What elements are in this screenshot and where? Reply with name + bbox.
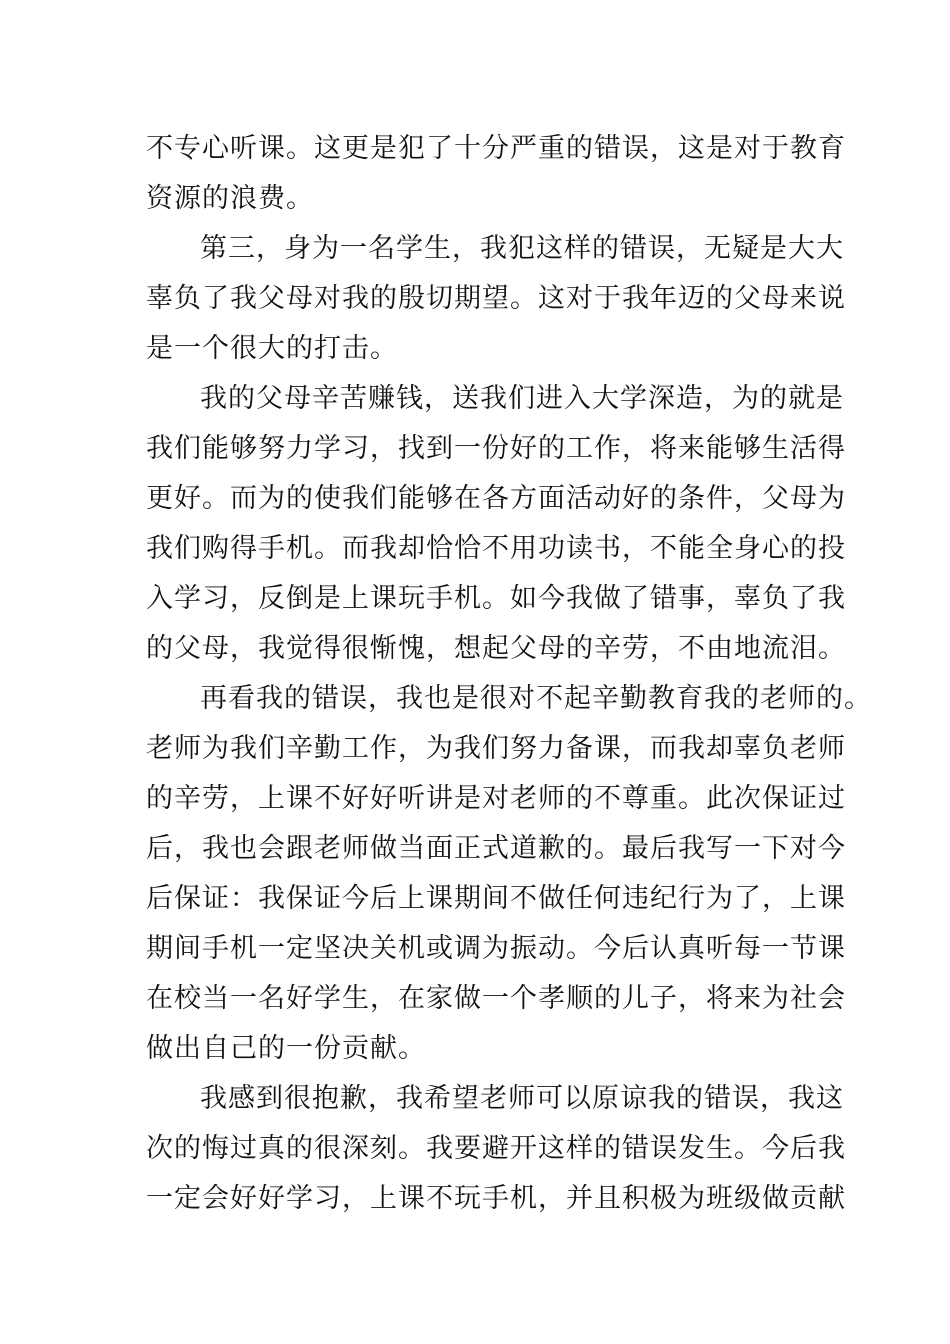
text-line: 做出自己的一份贡献。 xyxy=(146,1033,426,1064)
text-line: 我们购得手机。而我却恰恰不用功读书，不能全身心的投 xyxy=(146,533,846,564)
text-line: 的辛劳，上课不好好听讲是对老师的不尊重。此次保证过 xyxy=(146,783,846,814)
text-line: 辜负了我父母对我的殷切期望。这对于我年迈的父母来说 xyxy=(146,283,846,314)
text-line: 再看我的错误，我也是很对不起辛勤教育我的老师的。 xyxy=(200,683,872,714)
text-line: 是一个很大的打击。 xyxy=(146,333,398,364)
text-line: 第三，身为一名学生，我犯这样的错误，无疑是大大 xyxy=(200,233,844,264)
text-line: 老师为我们辛勤工作，为我们努力备课，而我却辜负老师 xyxy=(146,733,846,764)
text-line: 期间手机一定坚决关机或调为振动。今后认真听每一节课 xyxy=(146,933,846,964)
text-line: 在校当一名好学生，在家做一个孝顺的儿子，将来为社会 xyxy=(146,983,846,1014)
text-line: 资源的浪费。 xyxy=(146,183,314,214)
text-line: 入学习，反倒是上课玩手机。如今我做了错事，辜负了我 xyxy=(146,583,846,614)
text-line: 一定会好好学习，上课不玩手机，并且积极为班级做贡献 xyxy=(146,1183,846,1214)
text-line: 不专心听课。这更是犯了十分严重的错误，这是对于教育 xyxy=(146,133,846,164)
text-line: 后保证：我保证今后上课期间不做任何违纪行为了，上课 xyxy=(146,883,846,914)
text-line: 我感到很抱歉，我希望老师可以原谅我的错误，我这 xyxy=(200,1083,844,1114)
text-line: 后，我也会跟老师做当面正式道歉的。最后我写一下对今 xyxy=(146,833,846,864)
text-line: 我们能够努力学习，找到一份好的工作，将来能够生活得 xyxy=(146,433,846,464)
text-line: 次的悔过真的很深刻。我要避开这样的错误发生。今后我 xyxy=(146,1133,846,1164)
text-line: 我的父母辛苦赚钱，送我们进入大学深造，为的就是 xyxy=(200,383,844,414)
text-line: 更好。而为的使我们能够在各方面活动好的条件，父母为 xyxy=(146,483,846,514)
text-line: 的父母，我觉得很惭愧，想起父母的辛劳，不由地流泪。 xyxy=(146,633,846,664)
